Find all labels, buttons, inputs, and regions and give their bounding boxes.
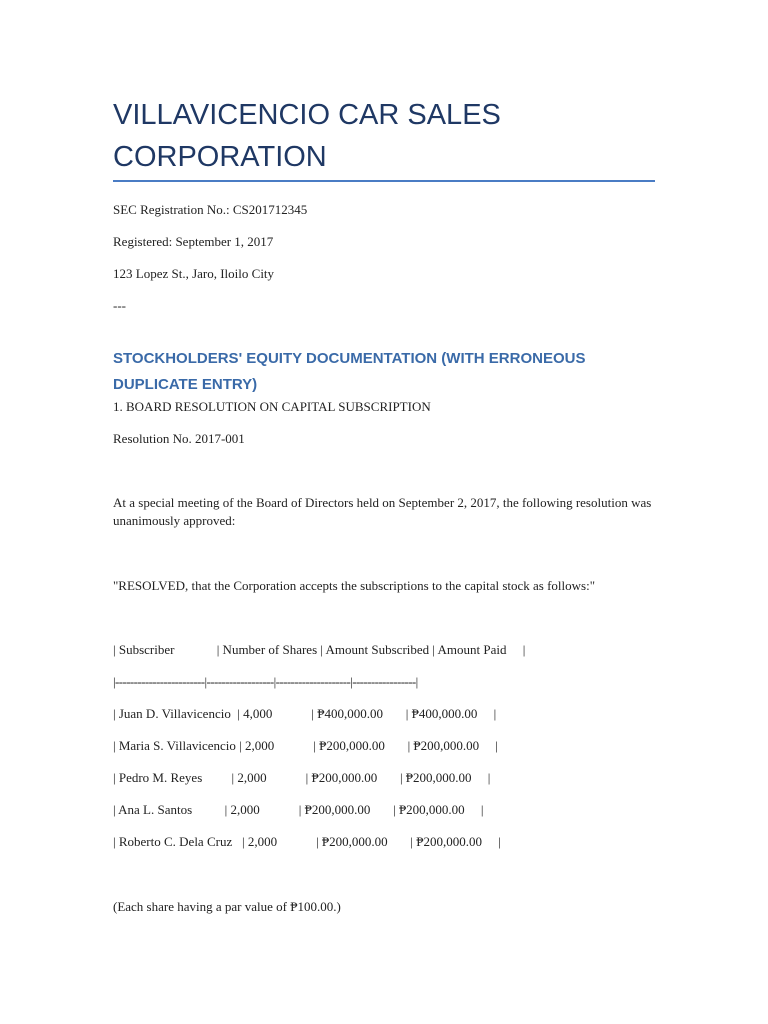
document-title: VILLAVICENCIO CAR SALES CORPORATION: [113, 99, 501, 173]
address-line: 123 Lopez St., Jaro, Iloilo City: [113, 266, 275, 281]
table-row: | Maria S. Villavicencio | 2,000 | ₱200,000.00 | ₱200,000.00 |: [113, 738, 499, 753]
table-row: | Juan D. Villavicencio | 4,000 | ₱400,000.00 | ₱400,000.00 |: [113, 706, 497, 721]
title-underline-rule: [113, 180, 655, 182]
registered-date-line: Registered: September 1, 2017: [113, 234, 274, 249]
intro-paragraph: At a special meeting of the Board of Directors held on September 2, 2017, the following resolution was unanimously approved:: [113, 495, 652, 528]
table-row: | Roberto C. Dela Cruz | 2,000 | ₱200,000.00 | ₱200,000.00 |: [113, 834, 501, 849]
resolution-number: Resolution No. 2017-001: [113, 431, 245, 446]
table-row: | Ana L. Santos | 2,000 | ₱200,000.00 | ₱200,000.00 |: [113, 802, 484, 817]
resolved-quote: "RESOLVED, that the Corporation accepts the subscriptions to the capital stock as follows:": [113, 578, 596, 593]
separator-line: ---: [113, 298, 126, 313]
table-divider-row: |------------------------|------------------|--------------------|-----------------|: [113, 674, 418, 689]
par-value-note: (Each share having a par value of ₱100.00.): [113, 899, 341, 914]
resolution-subheading: 1. BOARD RESOLUTION ON CAPITAL SUBSCRIPTION: [113, 399, 431, 414]
sec-registration-line: SEC Registration No.: CS201712345: [113, 202, 308, 217]
table-row: | Pedro M. Reyes | 2,000 | ₱200,000.00 | ₱200,000.00 |: [113, 770, 491, 785]
section-heading: STOCKHOLDERS' EQUITY DOCUMENTATION (WITH ERRONEOUS DUPLICATE ENTRY): [113, 350, 586, 393]
table-header-row: | Subscriber | Number of Shares | Amount Subscribed | Amount Paid |: [113, 642, 526, 657]
